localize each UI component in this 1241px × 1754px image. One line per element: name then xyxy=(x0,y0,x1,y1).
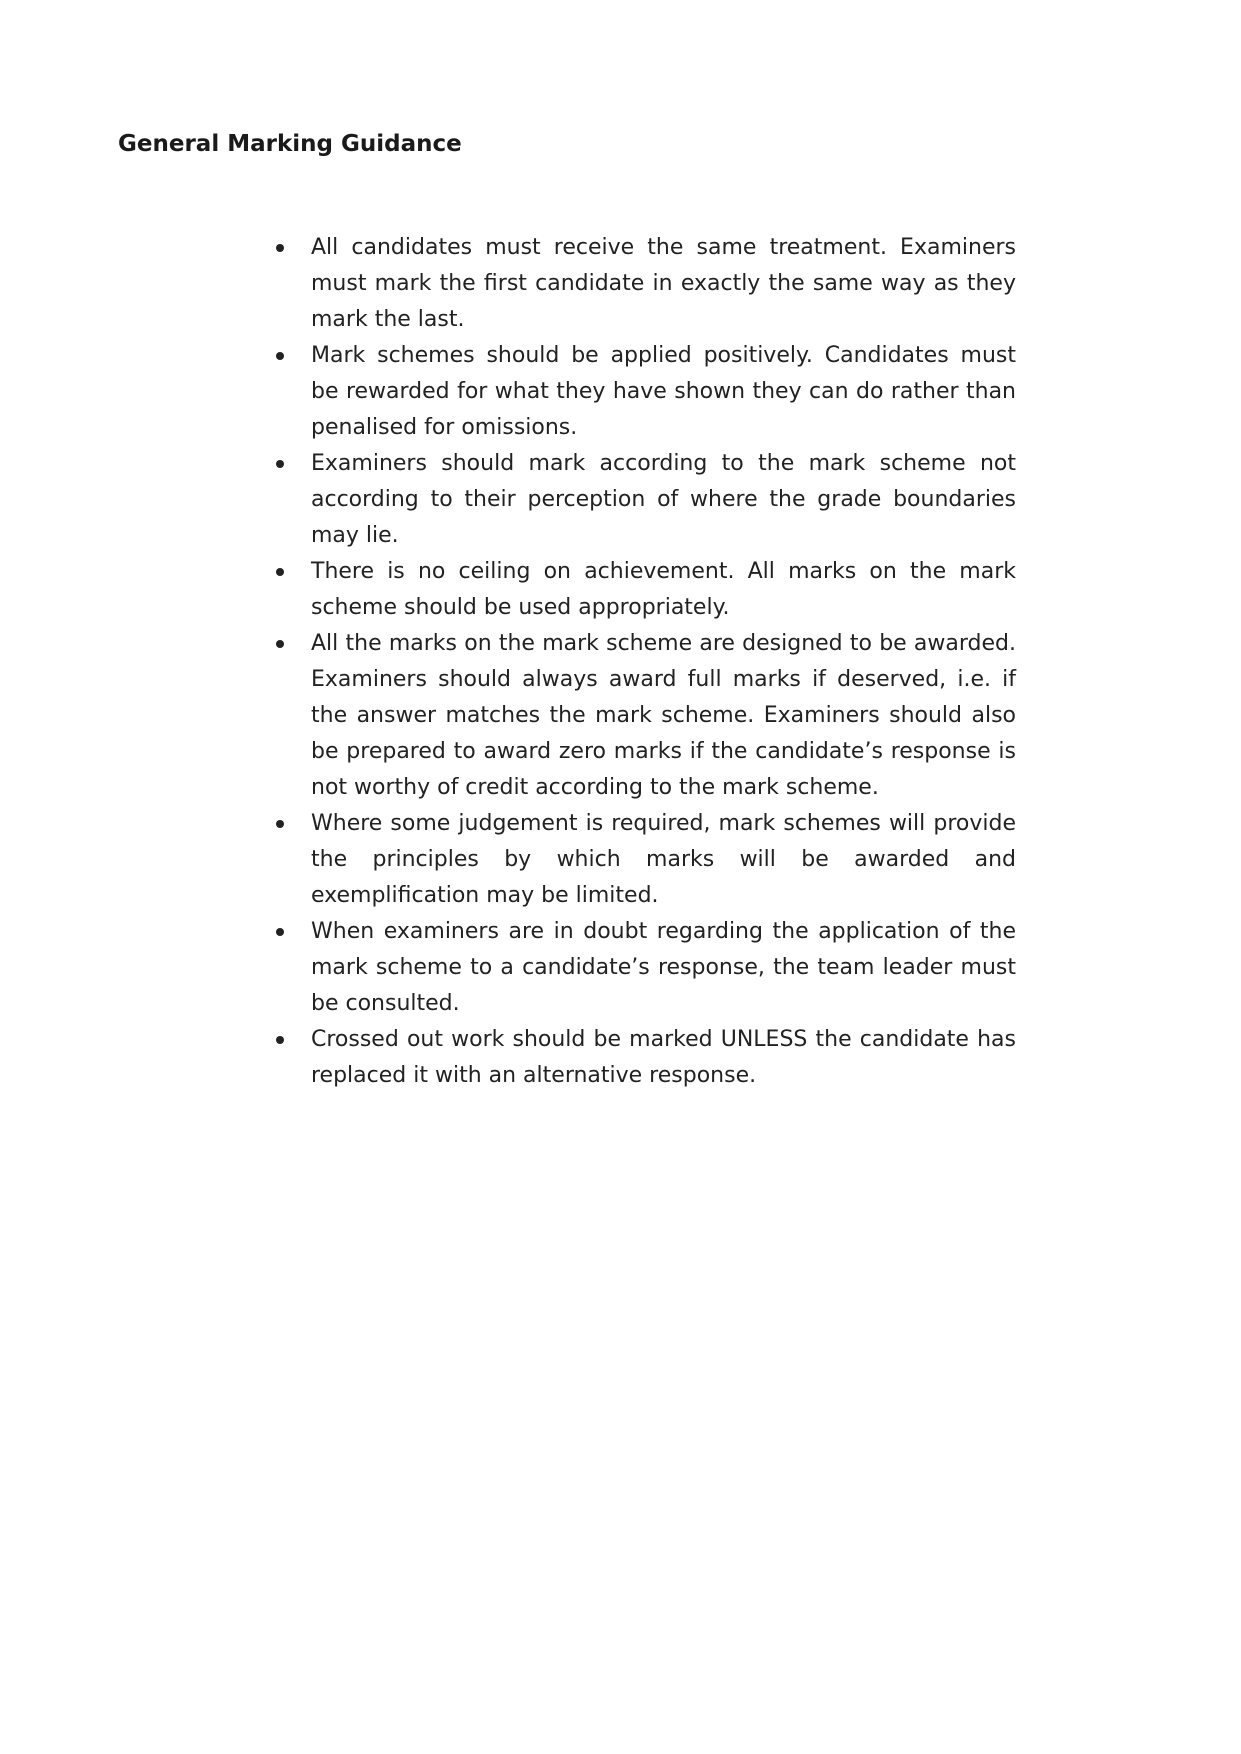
bullet-icon xyxy=(276,928,284,936)
guidance-text: Examiners should mark according to the mark scheme not according to their perception of where the grade boundaries may lie. xyxy=(311,451,1016,548)
bullet-icon xyxy=(276,820,284,828)
guidance-item xyxy=(276,1022,1016,1094)
guidance-text: There is no ceiling on achievement. All marks on the mark scheme should be used appropriately. xyxy=(311,559,1016,620)
guidance-item xyxy=(276,626,1016,806)
bullet-icon xyxy=(276,352,284,360)
guidance-item xyxy=(276,230,1016,338)
guidance-item xyxy=(276,554,1016,626)
bullet-icon xyxy=(276,568,284,576)
guidance-item xyxy=(276,338,1016,446)
guidance-text: All the marks on the mark scheme are designed to be awarded. Examiners should always award full marks if deserved, i.e. if the answer matches the mark scheme. Examiners should also be prepared to award zero marks if the candidate’s response is not worthy of credit according to the mark scheme. xyxy=(311,631,1016,800)
bullet-icon xyxy=(276,1036,284,1044)
guidance-text: Where some judgement is required, mark schemes will provide the principles by which marks will be awarded and exemplification may be limited. xyxy=(311,811,1016,908)
page-title: General Marking Guidance xyxy=(118,131,462,157)
guidance-item xyxy=(276,446,1016,554)
guidance-list xyxy=(276,230,1016,1094)
guidance-text: When examiners are in doubt regarding the application of the mark scheme to a candidate’s response, the team leader must be consulted. xyxy=(311,919,1016,1016)
guidance-item xyxy=(276,806,1016,914)
bullet-icon xyxy=(276,460,284,468)
bullet-icon xyxy=(276,244,284,252)
guidance-text: Crossed out work should be marked UNLESS the candidate has replaced it with an alternative response. xyxy=(311,1027,1016,1088)
guidance-text: Mark schemes should be applied positively. Candidates must be rewarded for what they have shown they can do rather than penalised for omissions. xyxy=(311,343,1016,440)
guidance-text: All candidates must receive the same treatment. Examiners must mark the first candidate in exactly the same way as they mark the last. xyxy=(311,235,1016,332)
guidance-item xyxy=(276,914,1016,1022)
bullet-icon xyxy=(276,640,284,648)
